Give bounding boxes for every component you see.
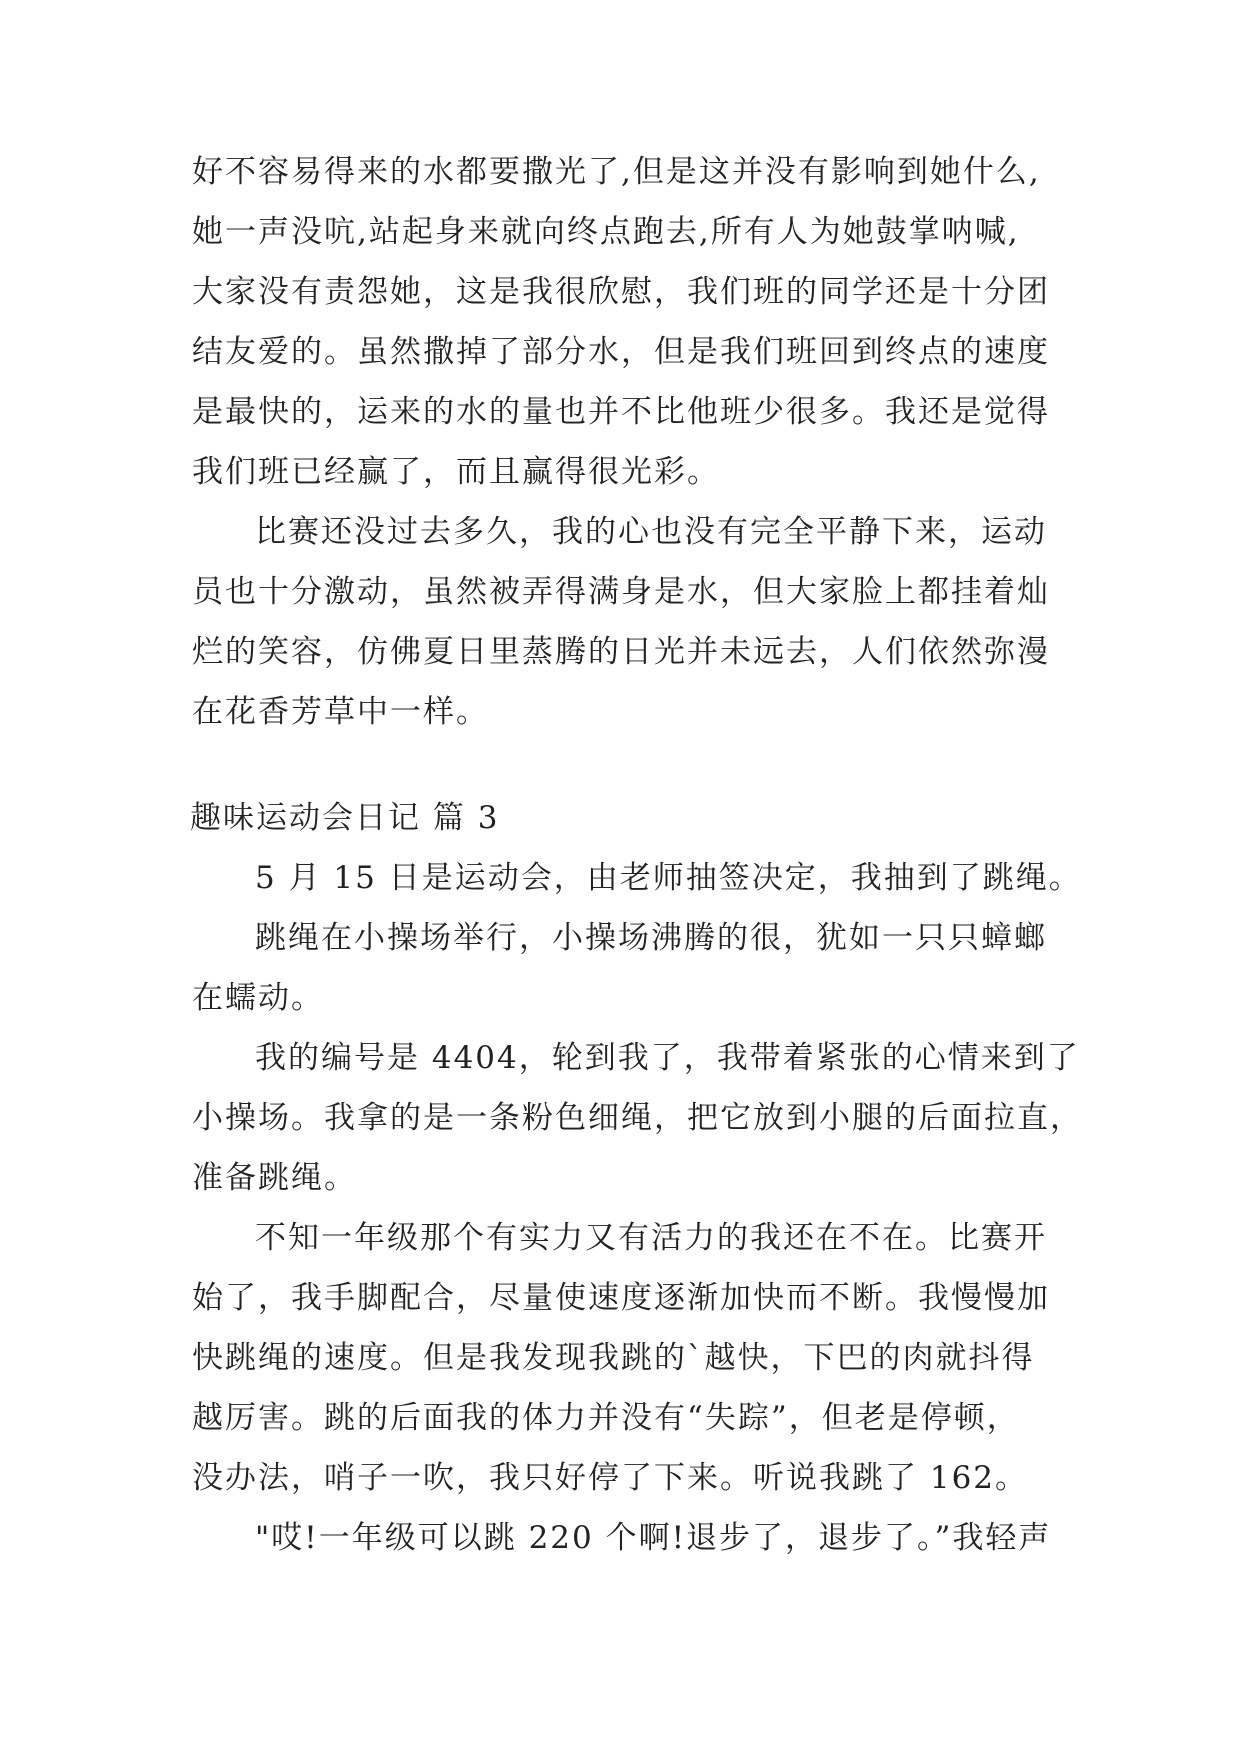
text-line: 没办法，哨子一吹，我只好停了下来。听说我跳了 162。: [192, 1460, 1029, 1496]
paragraph-start-line: 5 月 15 日是运动会，由老师抽签决定，我抽到了跳绳。: [255, 860, 1082, 896]
text-line: 准备跳绳。: [192, 1160, 357, 1196]
paragraph-start-line: 不知一年级那个有实力又有活力的我还在不在。比赛开: [255, 1220, 1047, 1256]
text-line: 好不容易得来的水都要撒光了,但是这并没有影响到她什么,: [192, 154, 1041, 190]
paragraph-start-line: "哎!一年级可以跳 220 个啊!退步了，退步了。”我轻声: [255, 1520, 1052, 1556]
text-line: 小操场。我拿的是一条粉色细绳，把它放到小腿的后面拉直，: [192, 1100, 1083, 1136]
text-line: 我们班已经赢了，而且赢得很光彩。: [192, 454, 720, 490]
text-line: 她一声没吭,站起身来就向终点跑去,所有人为她鼓掌呐喊,: [192, 214, 1020, 250]
text-line: 在花香芳草中一样。: [192, 694, 489, 730]
text-line: 结友爱的。虽然撒掉了部分水，但是我们班回到终点的速度: [192, 334, 1050, 370]
paragraph-start-line: 我的编号是 4404，轮到我了，我带着紧张的心情来到了: [255, 1040, 1080, 1076]
text-line: 是最快的，运来的水的量也并不比他班少很多。我还是觉得: [192, 394, 1050, 430]
text-line: 大家没有责怨她，这是我很欣慰，我们班的同学还是十分团: [192, 274, 1050, 310]
text-line: 始了，我手脚配合，尽量使速度逐渐加快而不断。我慢慢加: [192, 1280, 1050, 1316]
text-line: 烂的笑容，仿佛夏日里蒸腾的日光并未远去，人们依然弥漫: [192, 634, 1050, 670]
text-line: 快跳绳的速度。但是我发现我跳的`越快，下巴的肉就抖得: [192, 1340, 1035, 1376]
text-line: 员也十分激动，虽然被弄得满身是水，但大家脸上都挂着灿: [192, 574, 1050, 610]
section-heading: 趣味运动会日记 篇 3: [190, 800, 500, 836]
text-line: 在蠕动。: [192, 980, 324, 1016]
paragraph-start-line: 比赛还没过去多久，我的心也没有完全平静下来，运动: [255, 514, 1047, 550]
paragraph-start-line: 跳绳在小操场举行，小操场沸腾的很，犹如一只只蟑螂: [255, 920, 1047, 956]
text-line: 越厉害。跳的后面我的体力并没有“失踪”，但老是停顿，: [192, 1400, 1020, 1436]
